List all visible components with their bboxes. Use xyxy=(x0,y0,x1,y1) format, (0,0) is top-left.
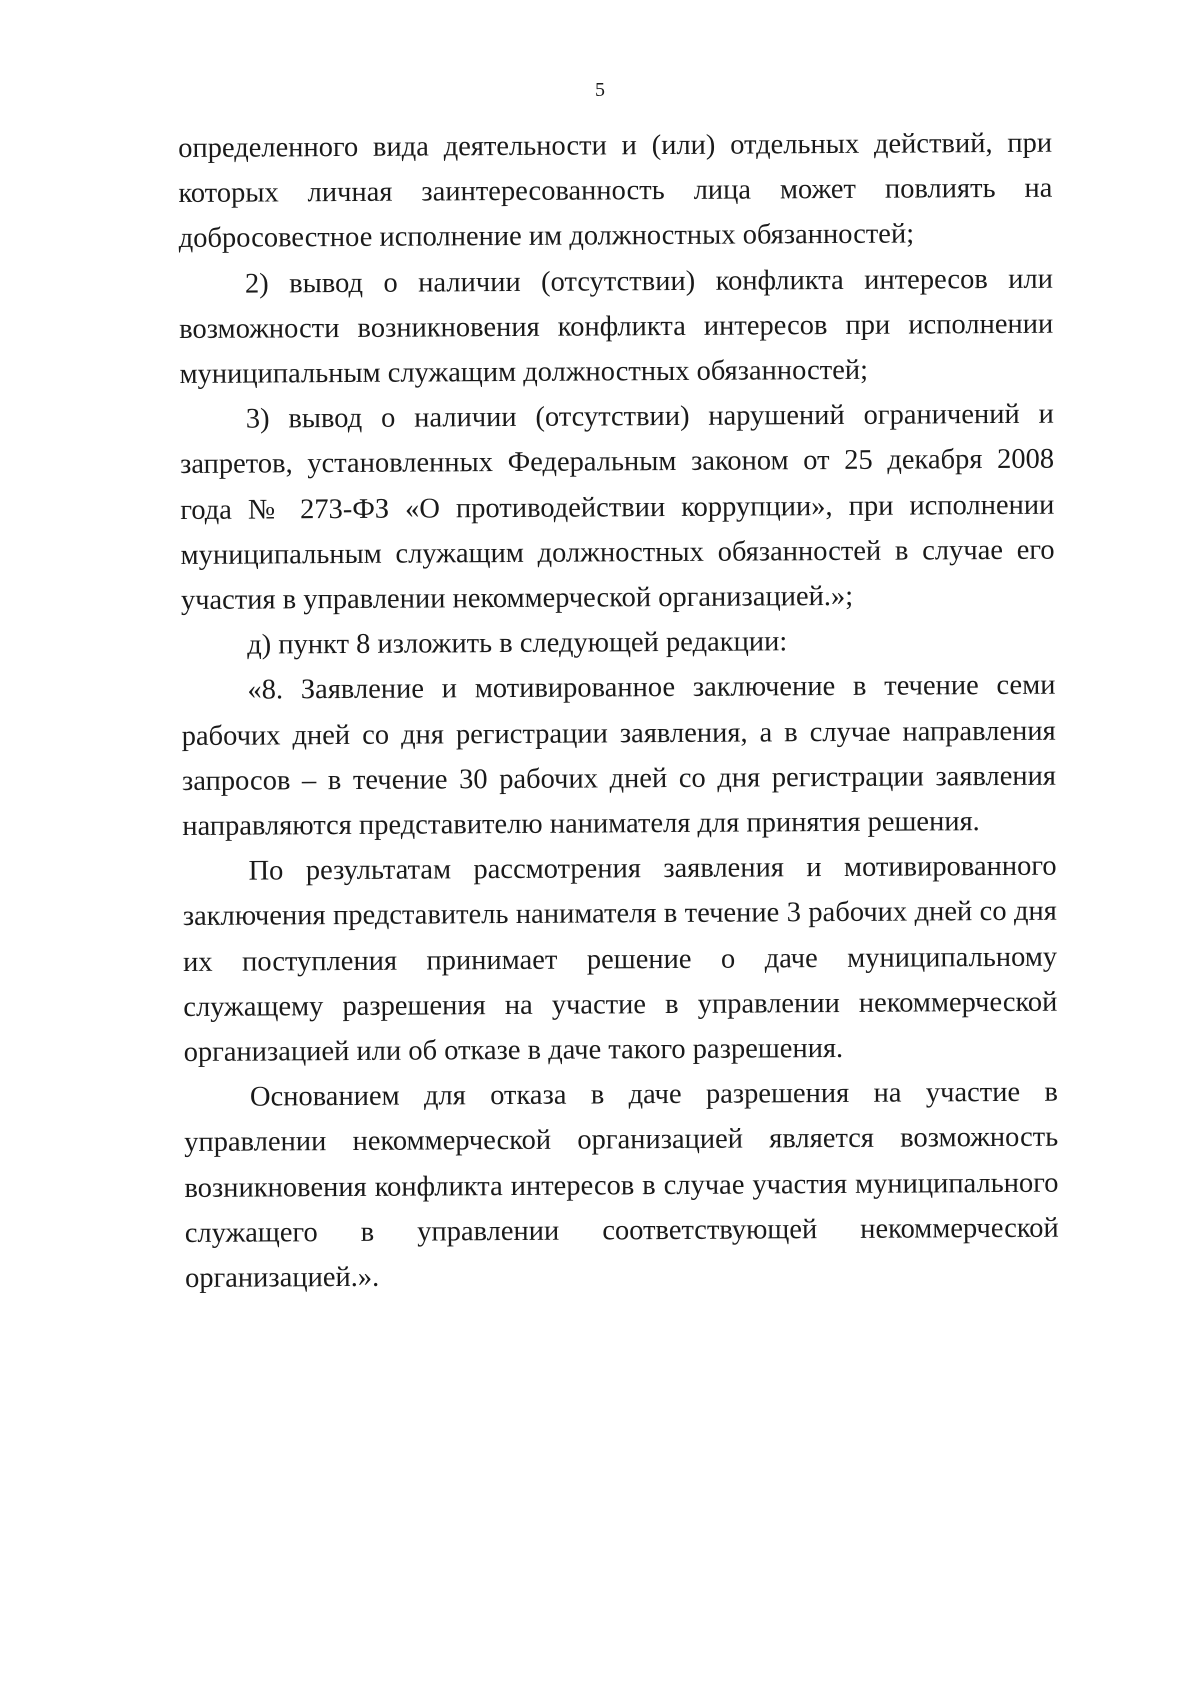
paragraph-point-8: «8. Заявление и мотивированное заключение в течение семи рабочих дней со дня регистрации заявления, а в случае направления запросов – в течение 30 рабочих дней со дня регистрации заявления направляются представителю нанимателя для принятия решения. xyxy=(181,670,1057,843)
paragraph-subitem-d: д) пункт 8 изложить в следующей редакции: xyxy=(247,626,788,661)
page-number: 5 xyxy=(595,79,605,101)
paragraph-item-2: 2) вывод о наличии (отсутствии) конфликта интересов или возможности возникновения конфликта интересов при исполнении муниципальным служащим должностных обязанностей; xyxy=(179,263,1054,391)
paragraph-item-3: 3) вывод о наличии (отсутствии) нарушений ограничений и запретов, установленных Федеральным законом от 25 декабря 2008 года № 273-ФЗ «О противодействии коррупции», при исполнении муниципальным служащим должностных обязанностей в случае его участия в управлении некоммерческой организацией.»; xyxy=(179,398,1055,617)
paragraph-refusal-grounds: Основанием для отказа в даче разрешения на участие в управлении некоммерческой организацией является возможность возникновения конфликта интересов в случае участия муниципального служащего в управлении соответствующей некоммерческой организацией.». xyxy=(184,1076,1059,1295)
paragraph-decision: По результатам рассмотрения заявления и мотивированного заключения представитель нанимателя в течение 3 рабочих дней со дня их поступления принимает решение о даче муниципальному служащему разрешения на участие в управлении некоммерческой организацией или об отказе в даче такого разрешения. xyxy=(182,850,1058,1069)
document-body xyxy=(178,121,1059,1302)
paragraph-continuation: определенного вида деятельности и (или) отдельных действий, при которых личная заинтересованность лица может повлиять на добросовестное исполнение им должностных обязанностей; xyxy=(178,127,1053,255)
